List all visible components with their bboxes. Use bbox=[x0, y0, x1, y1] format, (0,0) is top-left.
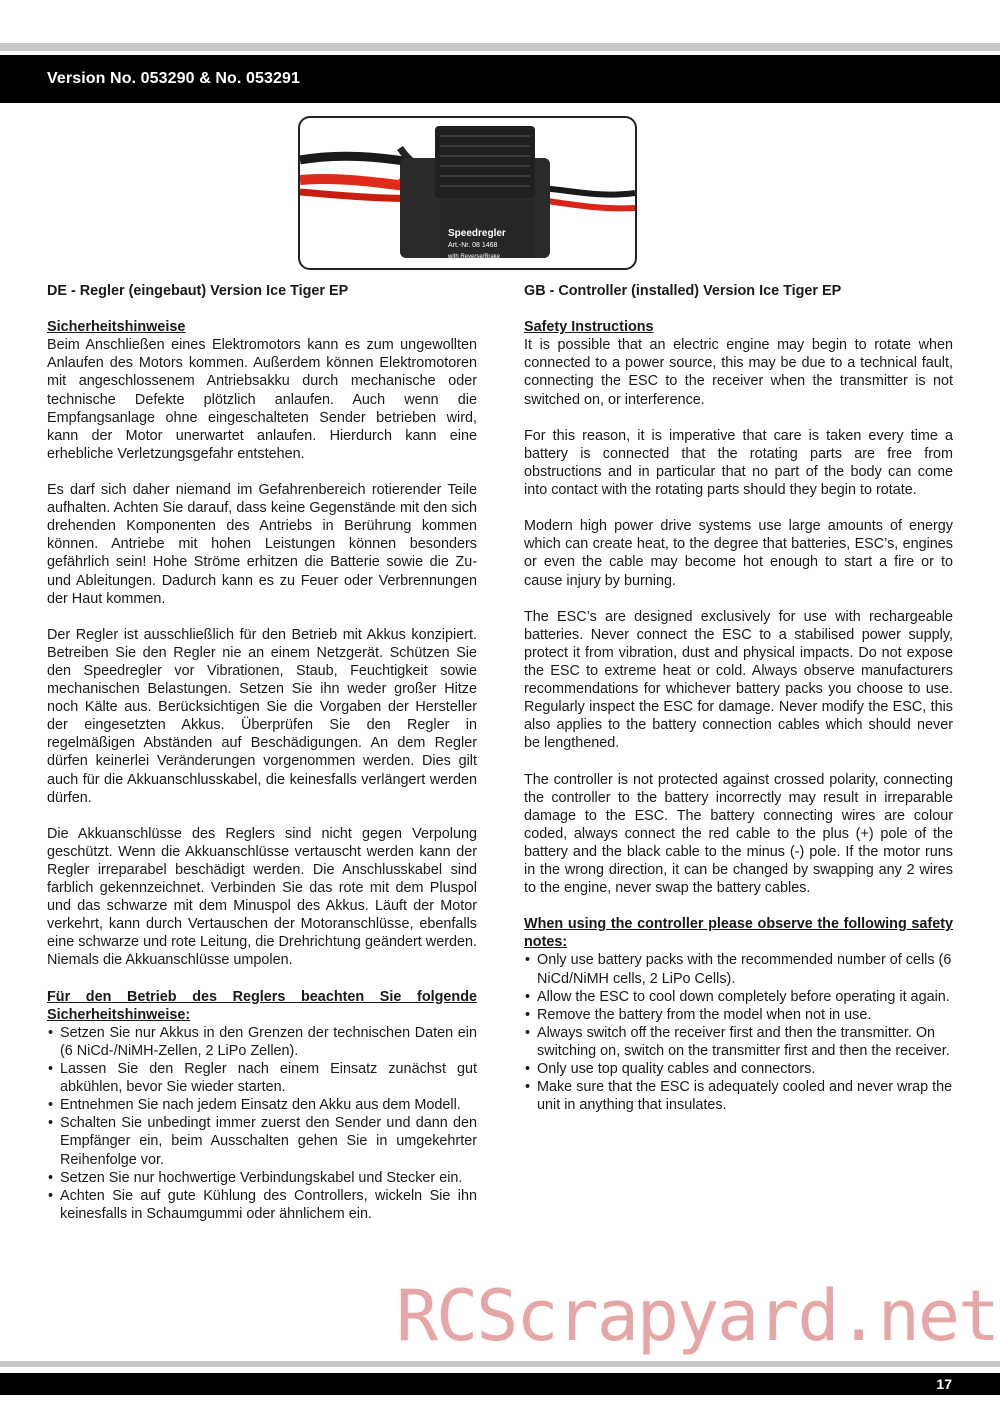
list-item: • Achten Sie auf gute Kühlung des Controllers, wickeln Sie ihn keinesfalls in Schaumgummi oder ähnlichem ein. bbox=[47, 1187, 477, 1223]
footer-bar bbox=[0, 1373, 1000, 1395]
list-item: • Entnehmen Sie nach jedem Einsatz den Akku aus dem Modell. bbox=[47, 1096, 477, 1114]
german-title: DE - Regler (eingebaut) Version Ice Tiger EP bbox=[47, 283, 349, 299]
german-bullet-list bbox=[47, 1024, 477, 1223]
german-paragraph: Die Akkuanschlüsse des Reglers sind nicht gegen Verpolung geschützt. Wenn die Akkuanschlüsse vertauscht werden kann der Regler irreparabel beschädigt werden. Die Anschlusskabel sind farblich gekennzeichnet. Verbinden Sie das rote mit dem Pluspol und das schwarze mit dem Minuspol des Akkus. Läuft der Motor verkehrt, kann durch Vertauschen der Motoranschlüsse, ebenfalls eine schwarze und rote Leitung, die Drehrichtung geändert werden. Niemals die Akkuanschlüsse umpolen. bbox=[47, 825, 477, 969]
list-item: • Make sure that the ESC is adequately cooled and never wrap the unit in anything that insulates. bbox=[524, 1078, 953, 1114]
english-safety-heading: Safety Instructions bbox=[524, 319, 654, 336]
english-paragraph: The ESC’s are designed exclusively for use with rechargeable batteries. Never connect the ESC to a stabilised power supply, protect it from vibration, dust and physical impacts. Do not expose the ESC to extreme heat or cold. Always observe manufacturers recommendations for whichever battery packs you choose to use. Regularly inspect the ESC for damage. Never modify the ESC, this also applies to the battery connection cables which should never be lengthened. bbox=[524, 608, 953, 752]
german-safety-heading: Sicherheitshinweise bbox=[47, 319, 186, 336]
german-paragraph: Es darf sich daher niemand im Gefahrenbereich rotierender Teile aufhalten. Achten Sie darauf, dass keine Gegenstände mit den sich drehenden Komponenten des Antriebs in Berührung kommen können. Antriebe mit hohen Leistungen können besonders gefährlich sein! Hohe Ströme erhitzen die Batterie sowie die Zu- und Ableitungen. Dadurch kann es zu Feuer oder Verbrennungen der Haut kommen. bbox=[47, 482, 477, 607]
list-item: • Lassen Sie den Regler nach einem Einsatz zunächst gut abkühlen, bevor Sie wieder starten. bbox=[47, 1060, 477, 1096]
top-rule bbox=[0, 43, 1000, 51]
header-bar bbox=[0, 55, 1000, 103]
esc-label-name: Speedregler bbox=[448, 228, 506, 239]
esc-label-art: Art.-Nr. 08 1468 bbox=[448, 242, 498, 249]
german-paragraph: Beim Anschließen eines Elektromotors kann es zum ungewollten Anlaufen des Motors kommen. Außerdem können Elektromotoren mit angeschlossenem Antriebsakku durch mechanische oder technische Defekte plötzlich anlaufen. Auch wenn die Empfangsanlage ohne eingeschalteten Sender betrieben wird, kann der Motor unerwartet anlaufen. Hierdurch kann eine erhebliche Verletzungsgefahr entstehen. bbox=[47, 337, 477, 462]
list-item: • Allow the ESC to cool down completely before operating it again. bbox=[524, 988, 953, 1006]
english-paragraph: It is possible that an electric engine may begin to rotate when connected to a power source, this may be due to a technical fault, connecting the ESC to the receiver when the transmitter is not switched on, or interference. bbox=[524, 337, 953, 408]
list-item: • Only use top quality cables and connectors. bbox=[524, 1060, 953, 1078]
page-title: Version No. 053290 & No. 053291 bbox=[47, 70, 301, 87]
esc-label-reverse: with Reverse/Brake bbox=[448, 254, 501, 260]
esc-image bbox=[300, 118, 635, 268]
german-column bbox=[47, 282, 477, 1223]
english-paragraph: Modern high power drive systems use large amounts of energy which can create heat, to the degree that batteries, ESC’s, engines or even the cable may become hot enough to start a fire or to cause injury by burning. bbox=[524, 518, 953, 589]
german-paragraph: Der Regler ist ausschließlich für den Betrieb mit Akkus konzipiert. Betreiben Sie den Regler nie an einem Netzgerät. Schützen Sie den Speedregler vor Vibrationen, Staub, Feuchtigkeit sowie mechanischen Belastungen. Setzen Sie ihn weder großer Hitze noch Kälte aus. Berücksichtigen Sie die Vorgaben der Hersteller der eingesetzten Akkus. Überprüfen Sie den Regler in regelmäßigen Abständen auf Beschädigungen. An dem Regler dürfen keinerlei Veränderungen vorgenommen werden. Dies gilt auch für die Akkuanschlusskabel, die keinesfalls verlängert werden dürfen. bbox=[47, 626, 477, 806]
esc-photo bbox=[298, 116, 637, 270]
english-column bbox=[524, 282, 953, 1114]
list-item: • Remove the battery from the model when not in use. bbox=[524, 1006, 953, 1024]
list-item: • Schalten Sie unbedingt immer zuerst den Sender und dann den Empfänger ein, beim Ausschalten gehen Sie in umgekehrter Reihenfolge vor. bbox=[47, 1114, 477, 1168]
english-title: GB - Controller (installed) Version Ice Tiger EP bbox=[524, 283, 842, 299]
list-item: • Always switch off the receiver first and then the transmitter. On switching on, switch on the transmitter first and then the receiver. bbox=[524, 1024, 953, 1060]
list-item: • Setzen Sie nur Akkus in den Grenzen der technischen Daten ein (6 NiCd-/NiMH-Zellen, 2 LiPo Zellen). bbox=[47, 1024, 477, 1060]
list-item: • Only use battery packs with the recommended number of cells (6 NiCd/NiMH cells, 2 LiPo Cells). bbox=[524, 951, 953, 987]
list-item: • Setzen Sie nur hochwertige Verbindungskabel und Stecker ein. bbox=[47, 1169, 477, 1187]
bottom-rule bbox=[0, 1361, 1000, 1367]
page-number: 17 bbox=[936, 1376, 952, 1392]
watermark: RCScrapyard.net bbox=[396, 1275, 999, 1357]
english-notes-heading: When using the controller please observe the following safety notes: bbox=[524, 916, 953, 951]
english-bullet-list bbox=[524, 951, 953, 1114]
english-paragraph: For this reason, it is imperative that care is taken every time a battery is connected that the rotating parts are free from obstructions and in particular that no part of the body can come into contact with the rotating parts should they begin to rotate. bbox=[524, 427, 953, 499]
german-notes-heading: Für den Betrieb des Reglers beachten Sie folgende Sicherheitshinweise: bbox=[47, 988, 477, 1023]
english-paragraph: The controller is not protected against crossed polarity, connecting the controller to the battery incorrectly may result in irreparable damage to the ESC. The battery connecting wires are colour coded, always connect the red cable to the plus (+) pole of the battery and the black cable to the minus (-) pole. If the motor runs in the wrong direction, it can be changed by swapping any 2 wires to the engine, never swap the battery cables. bbox=[524, 771, 953, 897]
